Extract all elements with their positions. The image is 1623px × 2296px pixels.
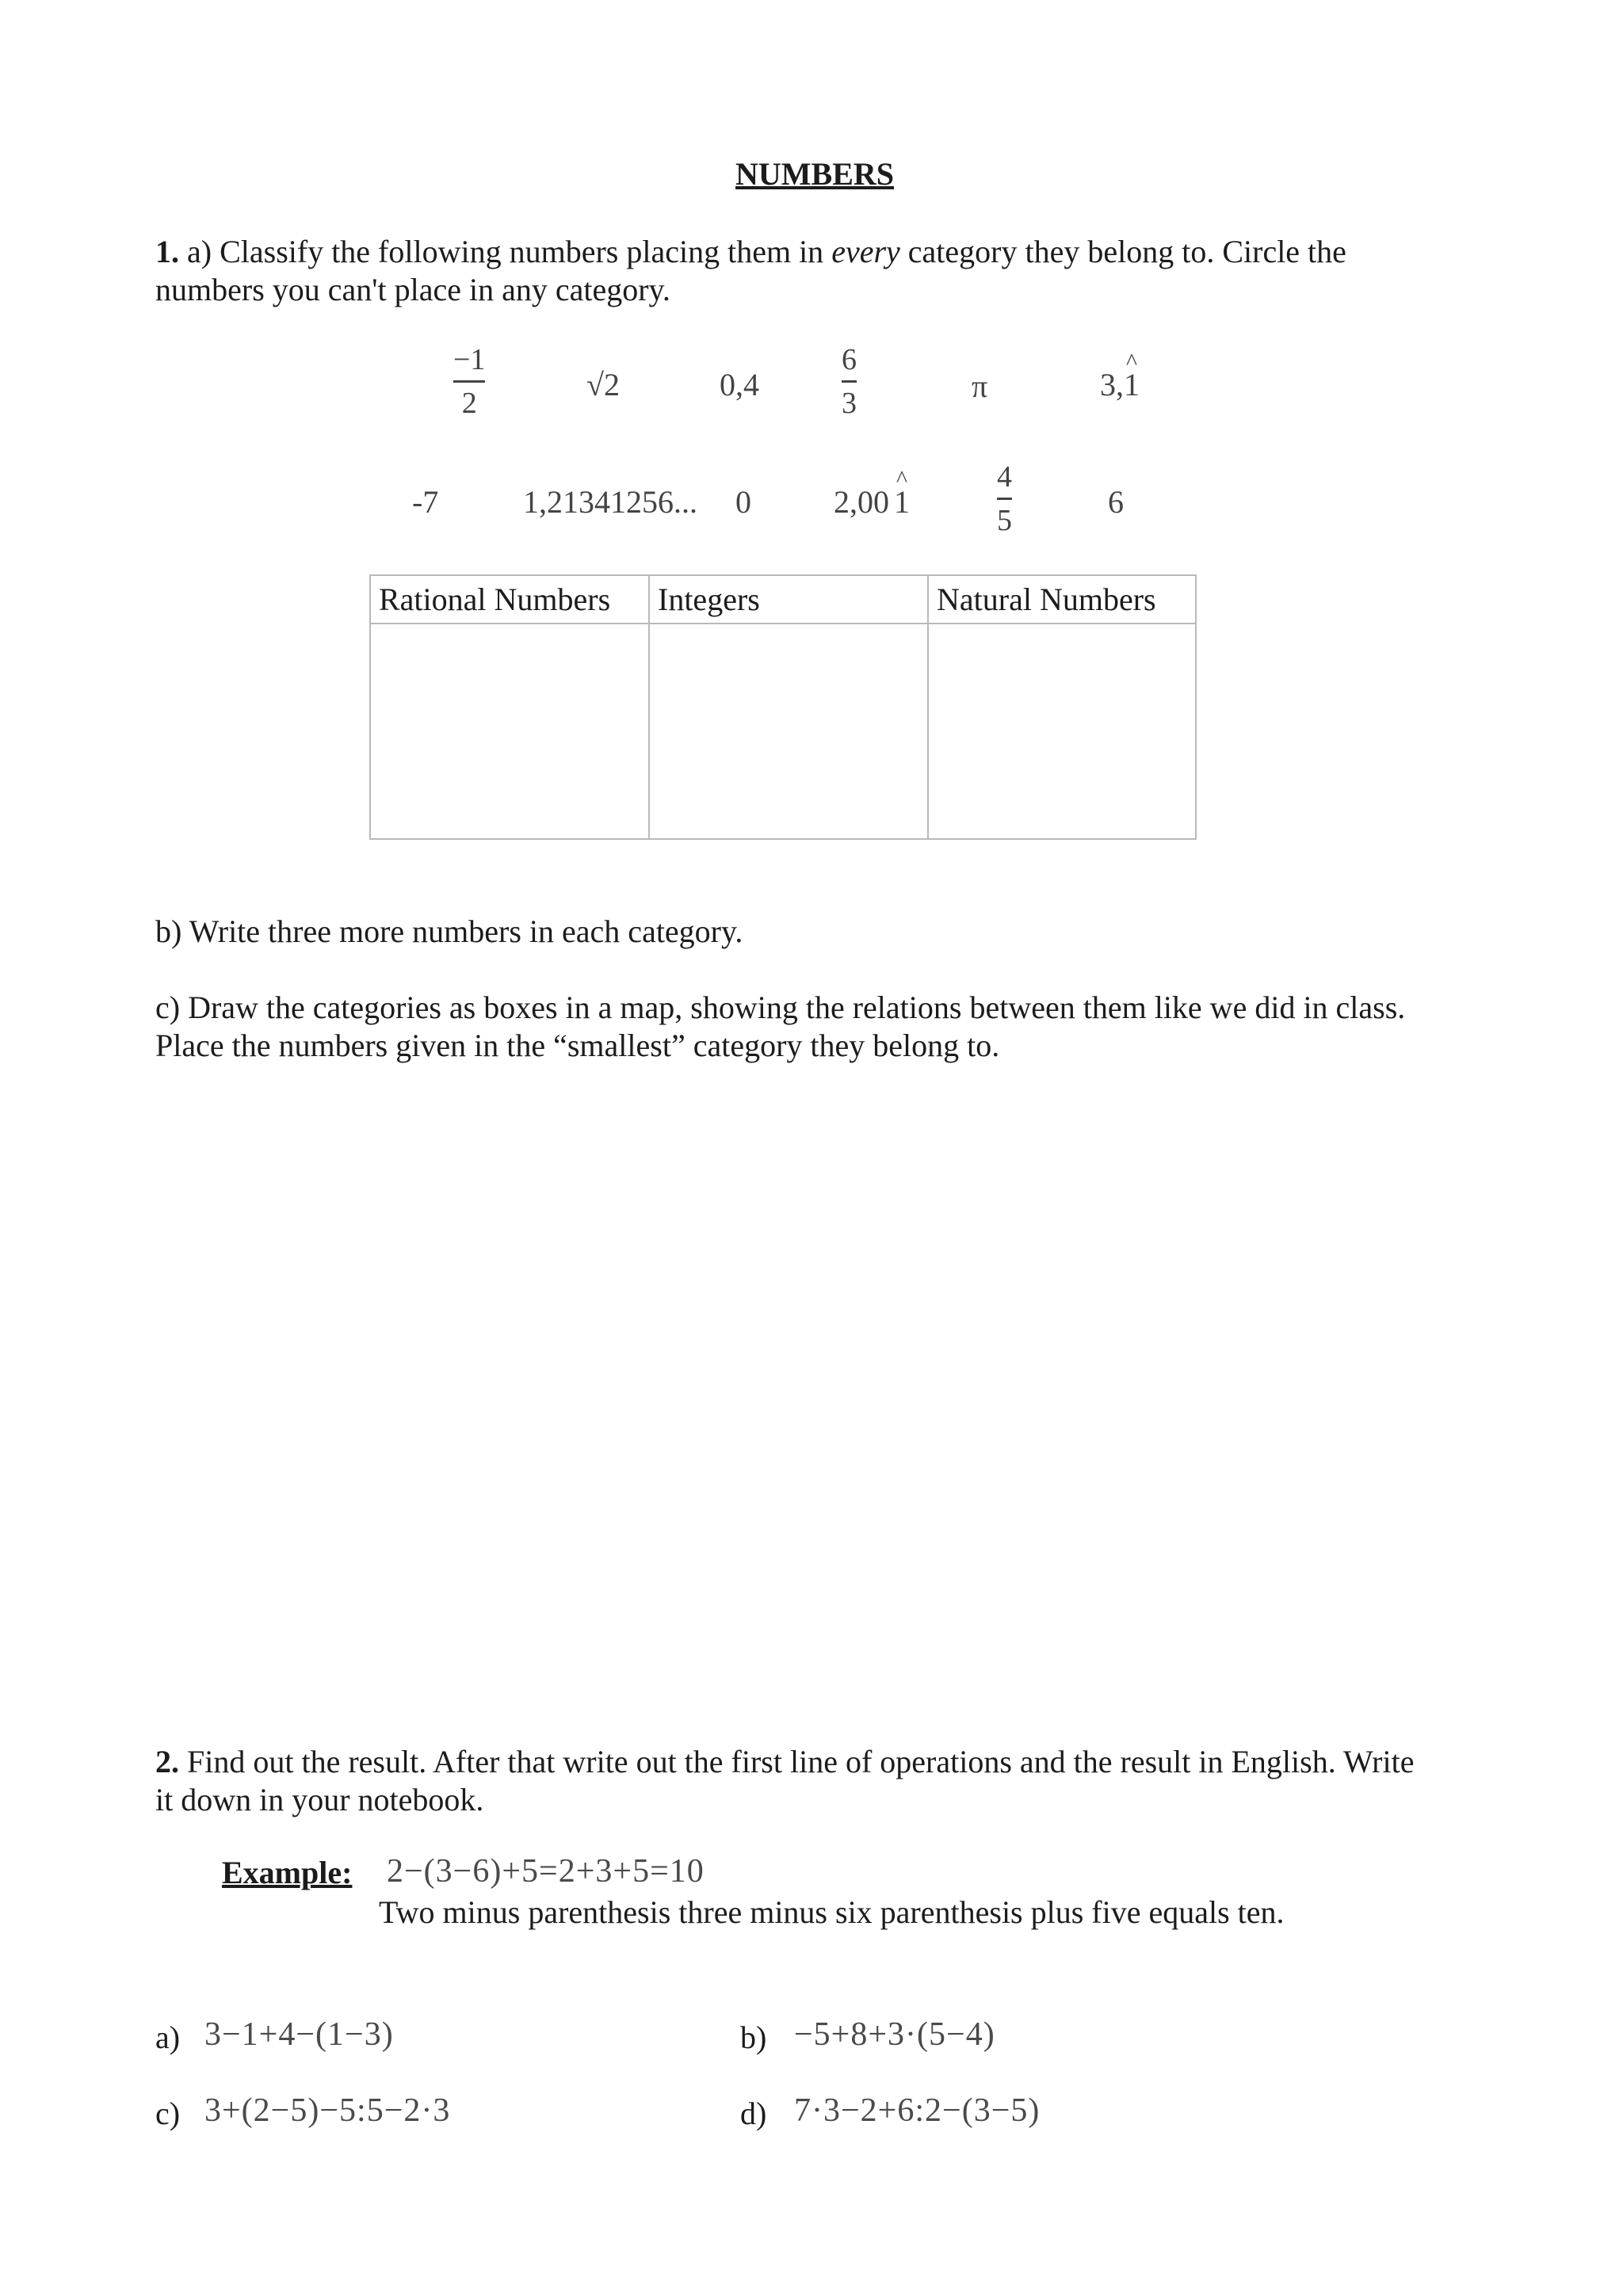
q2-number: 2. bbox=[155, 1744, 179, 1779]
exercise-c-expression: 3+(2−5)−5:5−2·3 bbox=[204, 2092, 451, 2129]
exercise-a-label: a) bbox=[155, 2019, 181, 2055]
number-zero: 0 bbox=[735, 484, 751, 520]
fraction-bar bbox=[997, 498, 1012, 500]
repeating-digit: ^ 1 bbox=[1124, 366, 1140, 403]
classification-table bbox=[369, 574, 1197, 840]
q1-part-c-line2: Place the numbers given in the “smallest” category they belong to. bbox=[155, 1028, 1000, 1063]
table-row bbox=[370, 624, 1196, 839]
q1-intro-b: category they belong to. Circle the bbox=[899, 234, 1346, 269]
q1-part-c-line1: c) Draw the categories as boxes in a map, showing the relations between them like we did in class. bbox=[155, 990, 1406, 1025]
repeating-integer-part: 3, bbox=[1100, 367, 1124, 402]
q2-intro-line2: it down in your notebook. bbox=[155, 1782, 484, 1817]
fraction-bar bbox=[842, 380, 857, 383]
table-header-row bbox=[370, 575, 1196, 624]
q1-number: 1. bbox=[155, 234, 179, 269]
repeating-decimal-three-one bbox=[1100, 366, 1140, 403]
fraction-four-fifths bbox=[997, 460, 1012, 538]
header-integers: Integers bbox=[649, 575, 928, 624]
irrational-decimal: 1,21341256... bbox=[523, 484, 697, 520]
header-rational: Rational Numbers bbox=[370, 575, 649, 624]
fraction-bar bbox=[453, 380, 485, 383]
repeating-digit: ^ 1 bbox=[894, 483, 910, 521]
exercise-b-expression: −5+8+3·(5−4) bbox=[794, 2016, 995, 2053]
fraction-six-thirds bbox=[842, 342, 857, 421]
number-six: 6 bbox=[1108, 484, 1124, 520]
q1-intro-emphasis: every bbox=[831, 234, 900, 269]
page-title: NUMBERS bbox=[735, 156, 895, 192]
fraction-denominator: 3 bbox=[842, 387, 857, 420]
cell-natural[interactable] bbox=[928, 624, 1196, 839]
q1-intro-line2: numbers you can't place in any category. bbox=[155, 272, 670, 307]
q1-intro-a: a) Classify the following numbers placing them in bbox=[187, 234, 832, 269]
exercise-b-label: b) bbox=[740, 2019, 767, 2055]
example-label: Example: bbox=[222, 1855, 353, 1890]
repeating-decimal-two bbox=[834, 483, 910, 521]
fraction-numerator: 4 bbox=[997, 460, 1012, 494]
q1-intro-line1 bbox=[155, 233, 1346, 271]
exercise-c-label: c) bbox=[155, 2096, 181, 2131]
pi-symbol: π bbox=[972, 368, 988, 404]
q2-intro-text: Find out the result. After that write out the first line of operations and the result in English. Write bbox=[179, 1744, 1415, 1779]
repeating-integer-part: 2,00 bbox=[834, 484, 889, 520]
fraction-numerator: −1 bbox=[453, 343, 486, 376]
example-equation: 2−(3−6)+5=2+3+5=10 bbox=[387, 1853, 705, 1890]
fraction-denominator: 5 bbox=[997, 504, 1012, 537]
number-minus-seven: -7 bbox=[412, 484, 439, 520]
q1-part-b: b) Write three more numbers in each category. bbox=[155, 913, 743, 949]
decimal-zero-four: 0,4 bbox=[720, 367, 759, 402]
exercise-d-label: d) bbox=[740, 2096, 767, 2131]
fraction-numerator: 6 bbox=[842, 343, 857, 376]
example-words: Two minus parenthesis three minus six parenthesis plus five equals ten. bbox=[379, 1894, 1285, 1930]
cell-integers[interactable] bbox=[649, 624, 928, 839]
fraction-minus-one-half bbox=[453, 342, 485, 421]
exercise-a-expression: 3−1+4−(1−3) bbox=[204, 2016, 394, 2053]
q2-intro-line1 bbox=[155, 1743, 1414, 1781]
exercise-d-expression: 7·3−2+6:2−(3−5) bbox=[794, 2092, 1041, 2129]
cell-rational[interactable] bbox=[370, 624, 649, 839]
sqrt-two: √2 bbox=[586, 367, 620, 402]
fraction-denominator: 2 bbox=[461, 387, 477, 420]
header-natural: Natural Numbers bbox=[928, 575, 1196, 624]
